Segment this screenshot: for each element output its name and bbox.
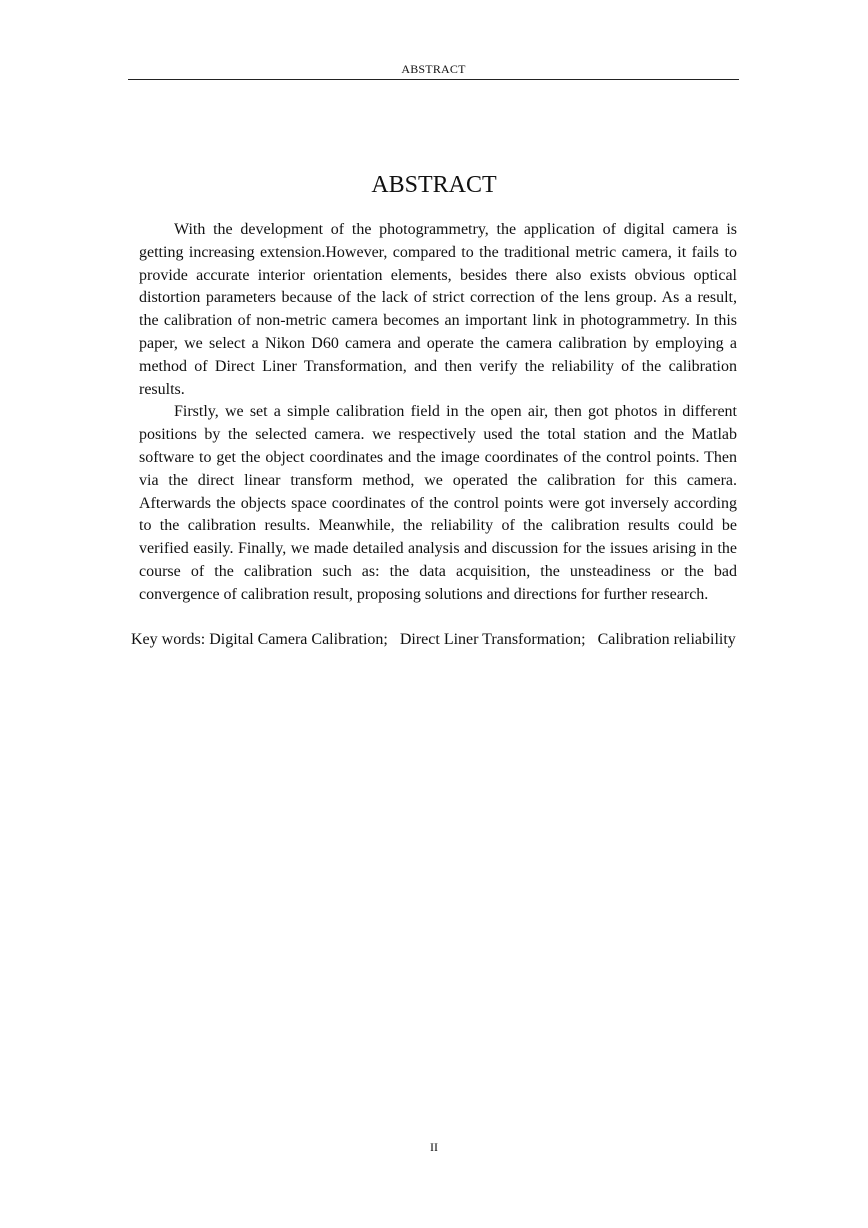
- running-header-title: ABSTRACT: [401, 62, 466, 76]
- abstract-paragraph-1: With the development of the photogrammetry, the application of digital camera is getting increasing extension.However, compared to the traditional metric camera, it fails to provide accurate interior orientation elements, besides there also exists obvious optical distortion parameters because of the lack of strict correction of the lens group. As a result, the calibration of non-metric camera becomes an important link in photogrammetry. In this paper, we select a Nikon D60 camera and operate the camera calibration by employing a method of Direct Liner Transformation, and then verify the reliability of the calibration results.: [139, 221, 737, 398]
- keyword-item: Calibration reliability: [597, 631, 736, 648]
- page-title: ABSTRACT: [371, 172, 497, 198]
- abstract-paragraph-2: Firstly, we set a simple calibration field in the open air, then got photos in different positions by the selected camera. we respectively used the total station and the Matlab software to get the object coordinates and the image coordinates of the control points. Then via the direct linear transform method, we operated the calibration for this camera. Afterwards the objects space coordinates of the control points were got inversely according to the calibration results. Meanwhile, the reliability of the calibration results could be verified easily. Finally, we made detailed analysis and discussion for the issues arising in the course of the calibration such as: the data acquisition, the unsteadiness or the bad convergence of calibration result, proposing solutions and directions for further research.: [139, 403, 737, 603]
- running-header: [128, 61, 739, 80]
- abstract-body: [139, 219, 737, 607]
- keyword-item: Direct Liner Transformation;: [399, 631, 586, 648]
- keywords-label: Key words:: [131, 631, 206, 648]
- page-number: II: [430, 1140, 438, 1154]
- keywords-line: [131, 629, 737, 652]
- keyword-item: Digital Camera Calibration;: [209, 631, 388, 648]
